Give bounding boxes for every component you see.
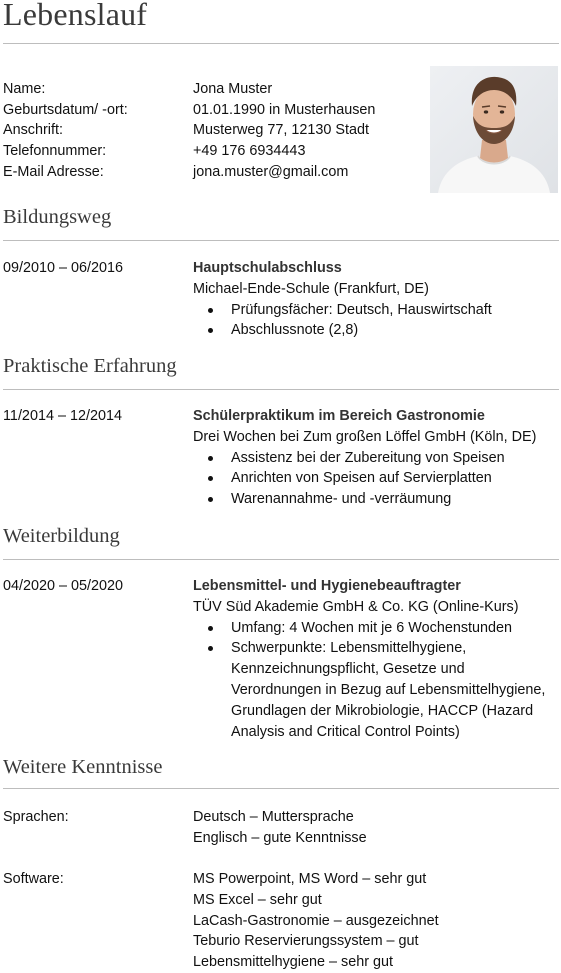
training-bullets [193,618,559,743]
list-item: Assistenz bei der Zubereitung von Speisen [231,448,559,469]
software-item: MS Powerpoint, MS Word – sehr gut [193,871,427,887]
value-birth: 01.01.1990 in Musterhausen [193,101,376,118]
label-phone: Telefonnummer: [3,143,107,160]
list-item: Anrichten von Speisen auf Servierplatten [231,468,559,489]
experience-bullets [193,448,559,510]
training-entry [193,576,559,742]
profile-photo [430,66,558,193]
title-divider [3,43,559,44]
bullet-line: Kennzeichnungspflicht, Gesetze und [231,661,465,678]
list-item: Prüfungsfächer: Deutsch, Hauswirtschaft [231,300,559,321]
label-birth: Geburtsdatum/ -ort: [3,101,128,118]
bullet-line: Grundlagen der Mikrobiologie, HACCP (Hazard [231,702,534,719]
language-item: Deutsch – Muttersprache [193,809,354,825]
bullet-line: Verordnungen in Bezug auf Lebensmittelhygiene, [231,681,546,698]
education-divider [3,240,559,241]
value-address: Musterweg 77, 12130 Stadt [193,122,369,139]
list-item: Umfang: 4 Wochen mit je 6 Wochenstunden [231,618,559,639]
label-address: Anschrift: [3,122,63,139]
experience-entry [193,406,559,510]
education-date: 09/2010 – 06/2016 [3,260,124,276]
label-name: Name: [3,81,46,97]
list-item: Abschlussnote (2,8) [231,320,559,341]
bullet-line: Schwerpunkte: Lebensmittelhygiene, [231,640,467,657]
section-heading-training: Weiterbildung [3,525,120,547]
experience-role: Schülerpraktikum im Bereich Gastronomie [193,408,485,424]
education-bullets [193,300,559,342]
section-heading-experience: Praktische Erfahrung [3,355,177,377]
value-name: Jona Muster [193,81,273,97]
education-entry [193,258,559,341]
languages-list [193,807,559,849]
label-email: E-Mail Adresse: [3,163,104,180]
training-date: 04/2020 – 05/2020 [3,578,124,594]
education-school: Michael-Ende-Schule (Frankfurt, DE) [193,280,429,297]
training-provider: TÜV Süd Akademie GmbH & Co. KG (Online-Kurs) [193,598,519,615]
list-item: Warenannahme- und -verräumung [231,489,559,510]
list-item [231,638,559,742]
software-list [193,869,559,973]
experience-divider [3,389,559,390]
software-label: Software: [3,871,64,887]
language-item: Englisch – gute Kenntnisse [193,829,367,846]
section-heading-education: Bildungsweg [3,206,112,228]
value-phone: +49 176 6934443 [193,143,306,160]
value-email: jona.muster@gmail.com [193,163,349,180]
experience-company: Drei Wochen bei Zum großen Löffel GmbH (Köln, DE) [193,428,537,445]
software-item: MS Excel – sehr gut [193,891,322,908]
training-divider [3,559,559,560]
skills-divider [3,788,559,789]
experience-date: 11/2014 – 12/2014 [3,408,122,424]
software-item: Lebensmittelhygiene – sehr gut [193,954,394,971]
training-title: Lebensmittel- und Hygienebeauftragter [193,578,461,594]
software-item: Teburio Reservierungssystem – gut [193,933,419,950]
languages-label: Sprachen: [3,809,69,825]
section-heading-skills: Weitere Kenntnisse [3,756,163,778]
software-item: LaCash-Gastronomie – ausgezeichnet [193,912,439,929]
bullet-line: Analysis and Critical Control Points) [231,723,460,740]
page-title: Lebenslauf [3,0,148,32]
education-degree: Hauptschulabschluss [193,260,342,276]
